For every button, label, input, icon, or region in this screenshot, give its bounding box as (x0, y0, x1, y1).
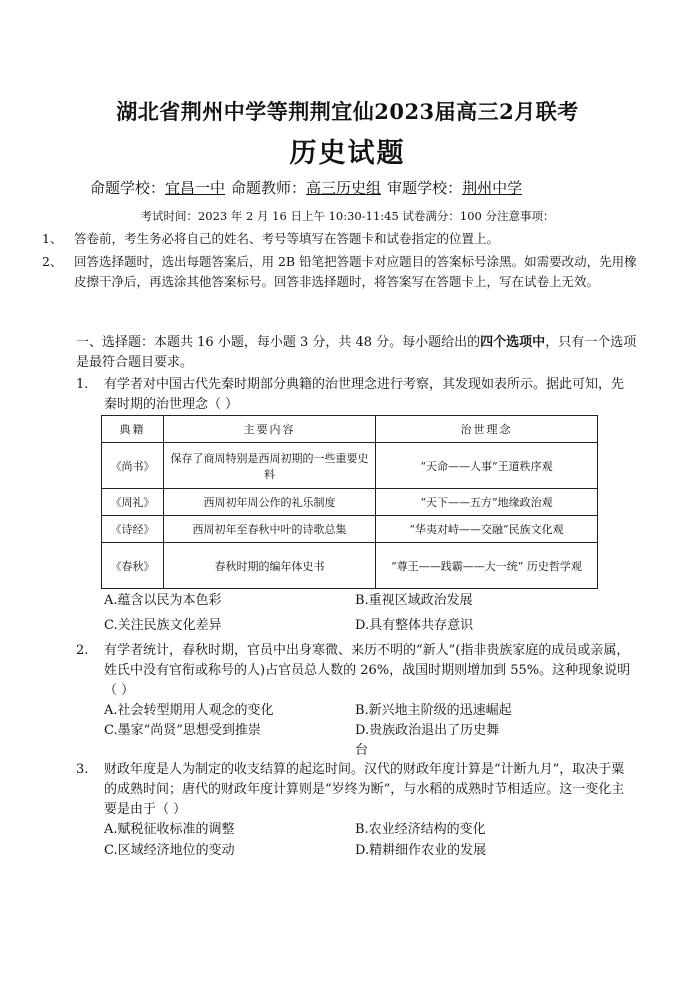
table-cell: 《周礼》 (102, 489, 164, 516)
option-c: C.关注民族文化差异 (104, 618, 222, 633)
option-d: D.具有整体共存意识 (355, 618, 474, 633)
question-number: 2. (76, 643, 89, 658)
review-label: 审题学校： (387, 179, 463, 197)
option-b: B.新兴地主阶级的迅速崛起 (355, 703, 512, 718)
question-1-table (101, 415, 598, 589)
table-cell: 西周初年周公作的礼乐制度 (164, 489, 376, 516)
section-bold-text: 四个选项中 (480, 335, 546, 350)
school-name: 宜昌一中 (165, 179, 226, 197)
author-line (90, 177, 522, 198)
option-d-continued: 台 (355, 743, 369, 758)
option-a: A.社会转型期用人观念的变化 (104, 703, 274, 718)
table-header: 典籍 (102, 416, 164, 443)
table-cell: 《尚书》 (102, 443, 164, 489)
table-row (102, 443, 598, 489)
question-3 (76, 760, 632, 820)
table-header: 治世理念 (376, 416, 598, 443)
option-d: D.贵族政治退出了历史舞 (355, 723, 500, 738)
option-a: A.蕴含以民为本色彩 (104, 593, 222, 608)
notice-text: 答卷前，考生务必将自己的姓名、考号等填写在答题卡和试卷指定的位置上。 (74, 231, 500, 246)
notice-number: 1、 (42, 231, 63, 246)
teacher-name: 高三历史组 (306, 179, 382, 197)
table-cell: 西周初年至春秋中叶的诗歌总集 (164, 516, 376, 543)
option-b: B.重视区域政治发展 (355, 593, 473, 608)
teacher-label: 命题教师： (231, 179, 307, 197)
section-label: 一、选择题： (76, 335, 155, 350)
question-2 (76, 641, 632, 701)
table-cell: “华夷对峙——交融”民族文化观 (376, 516, 598, 543)
table-cell: 《诗经》 (102, 516, 164, 543)
exam-title: 湖北省荆州中学等荆荆宜仙2023届高三2月联考 (116, 99, 579, 124)
table-row (102, 516, 598, 543)
table-cell: 《春秋》 (102, 543, 164, 589)
question-stem: 财政年度是人为制定的收支结算的起迄时间。汉代的财政年度计算是“计断九月”，取决于粟的成熟时间；唐代的财政年度计算则是“岁终为断”，与水稻的成熟时节相适应。这一变化主要是由于（ ） (104, 762, 625, 817)
table-header: 主要内容 (164, 416, 376, 443)
section-text-end: ，只有一个选项是最符合题目要求。 (76, 335, 637, 370)
option-b: B.农业经济结构的变化 (355, 822, 486, 837)
option-c: C.墨家“尚贤”思想受到推崇 (104, 723, 261, 738)
table-cell: “天下——五方”地缘政治观 (376, 489, 598, 516)
section-heading (76, 333, 641, 373)
option-c: C.区域经济地位的变动 (104, 843, 235, 858)
table-cell: “尊王——践霸——大一统” 历史哲学观 (376, 543, 598, 589)
table-cell: “天命——人事”王道秩序观 (376, 443, 598, 489)
table-cell: 春秋时期的编年体史书 (164, 543, 376, 589)
option-a: A.赋税征收标准的调整 (104, 822, 235, 837)
school-label: 命题学校： (90, 179, 166, 197)
question-number: 3. (76, 762, 89, 777)
option-d: D.精耕细作农业的发展 (355, 843, 487, 858)
question-stem: 有学者统计，春秋时期，官员中出身寒微、来历不明的“新人”(指非贵族家庭的成员或亲属，姓氏中没有官衔或称号的人)占官员总人数的 26%，战国时期则增加到 55%。这种现象说明（ ） (104, 643, 631, 698)
exam-subject: 历史试题 (289, 138, 406, 169)
review-school: 荆州中学 (462, 179, 523, 197)
notice-item (42, 252, 639, 292)
notice-item (42, 229, 639, 249)
notice-number: 2、 (42, 254, 63, 269)
exam-time-line: 考试时间：2023 年 2 月 16 日上午 10:30-11:45 试卷满分：100 分注意事项： (140, 209, 555, 223)
section-text: 本题共 16 小题，每小题 3 分，共 48 分。每小题给出的 (154, 335, 481, 350)
table-row (102, 489, 598, 516)
table-row (102, 543, 598, 589)
question-number: 1. (76, 377, 89, 392)
notice-text: 回答选择题时，选出每题答案后，用 2B 铅笔把答题卡对应题目的答案标号涂黑。如需要改动，先用橡皮擦干净后，再选涂其他答案标号。回答非选择题时，将答案写在答题卡上，写在试卷上无效。 (74, 254, 637, 289)
question-1 (76, 375, 632, 415)
table-cell: 保存了商周特别是西周初期的一些重要史料 (164, 443, 376, 489)
question-stem: 有学者对中国古代先秦时期部分典籍的治世理念进行考察，其发现如表所示。据此可知，先秦时期的治世理念（ ） (104, 377, 625, 412)
